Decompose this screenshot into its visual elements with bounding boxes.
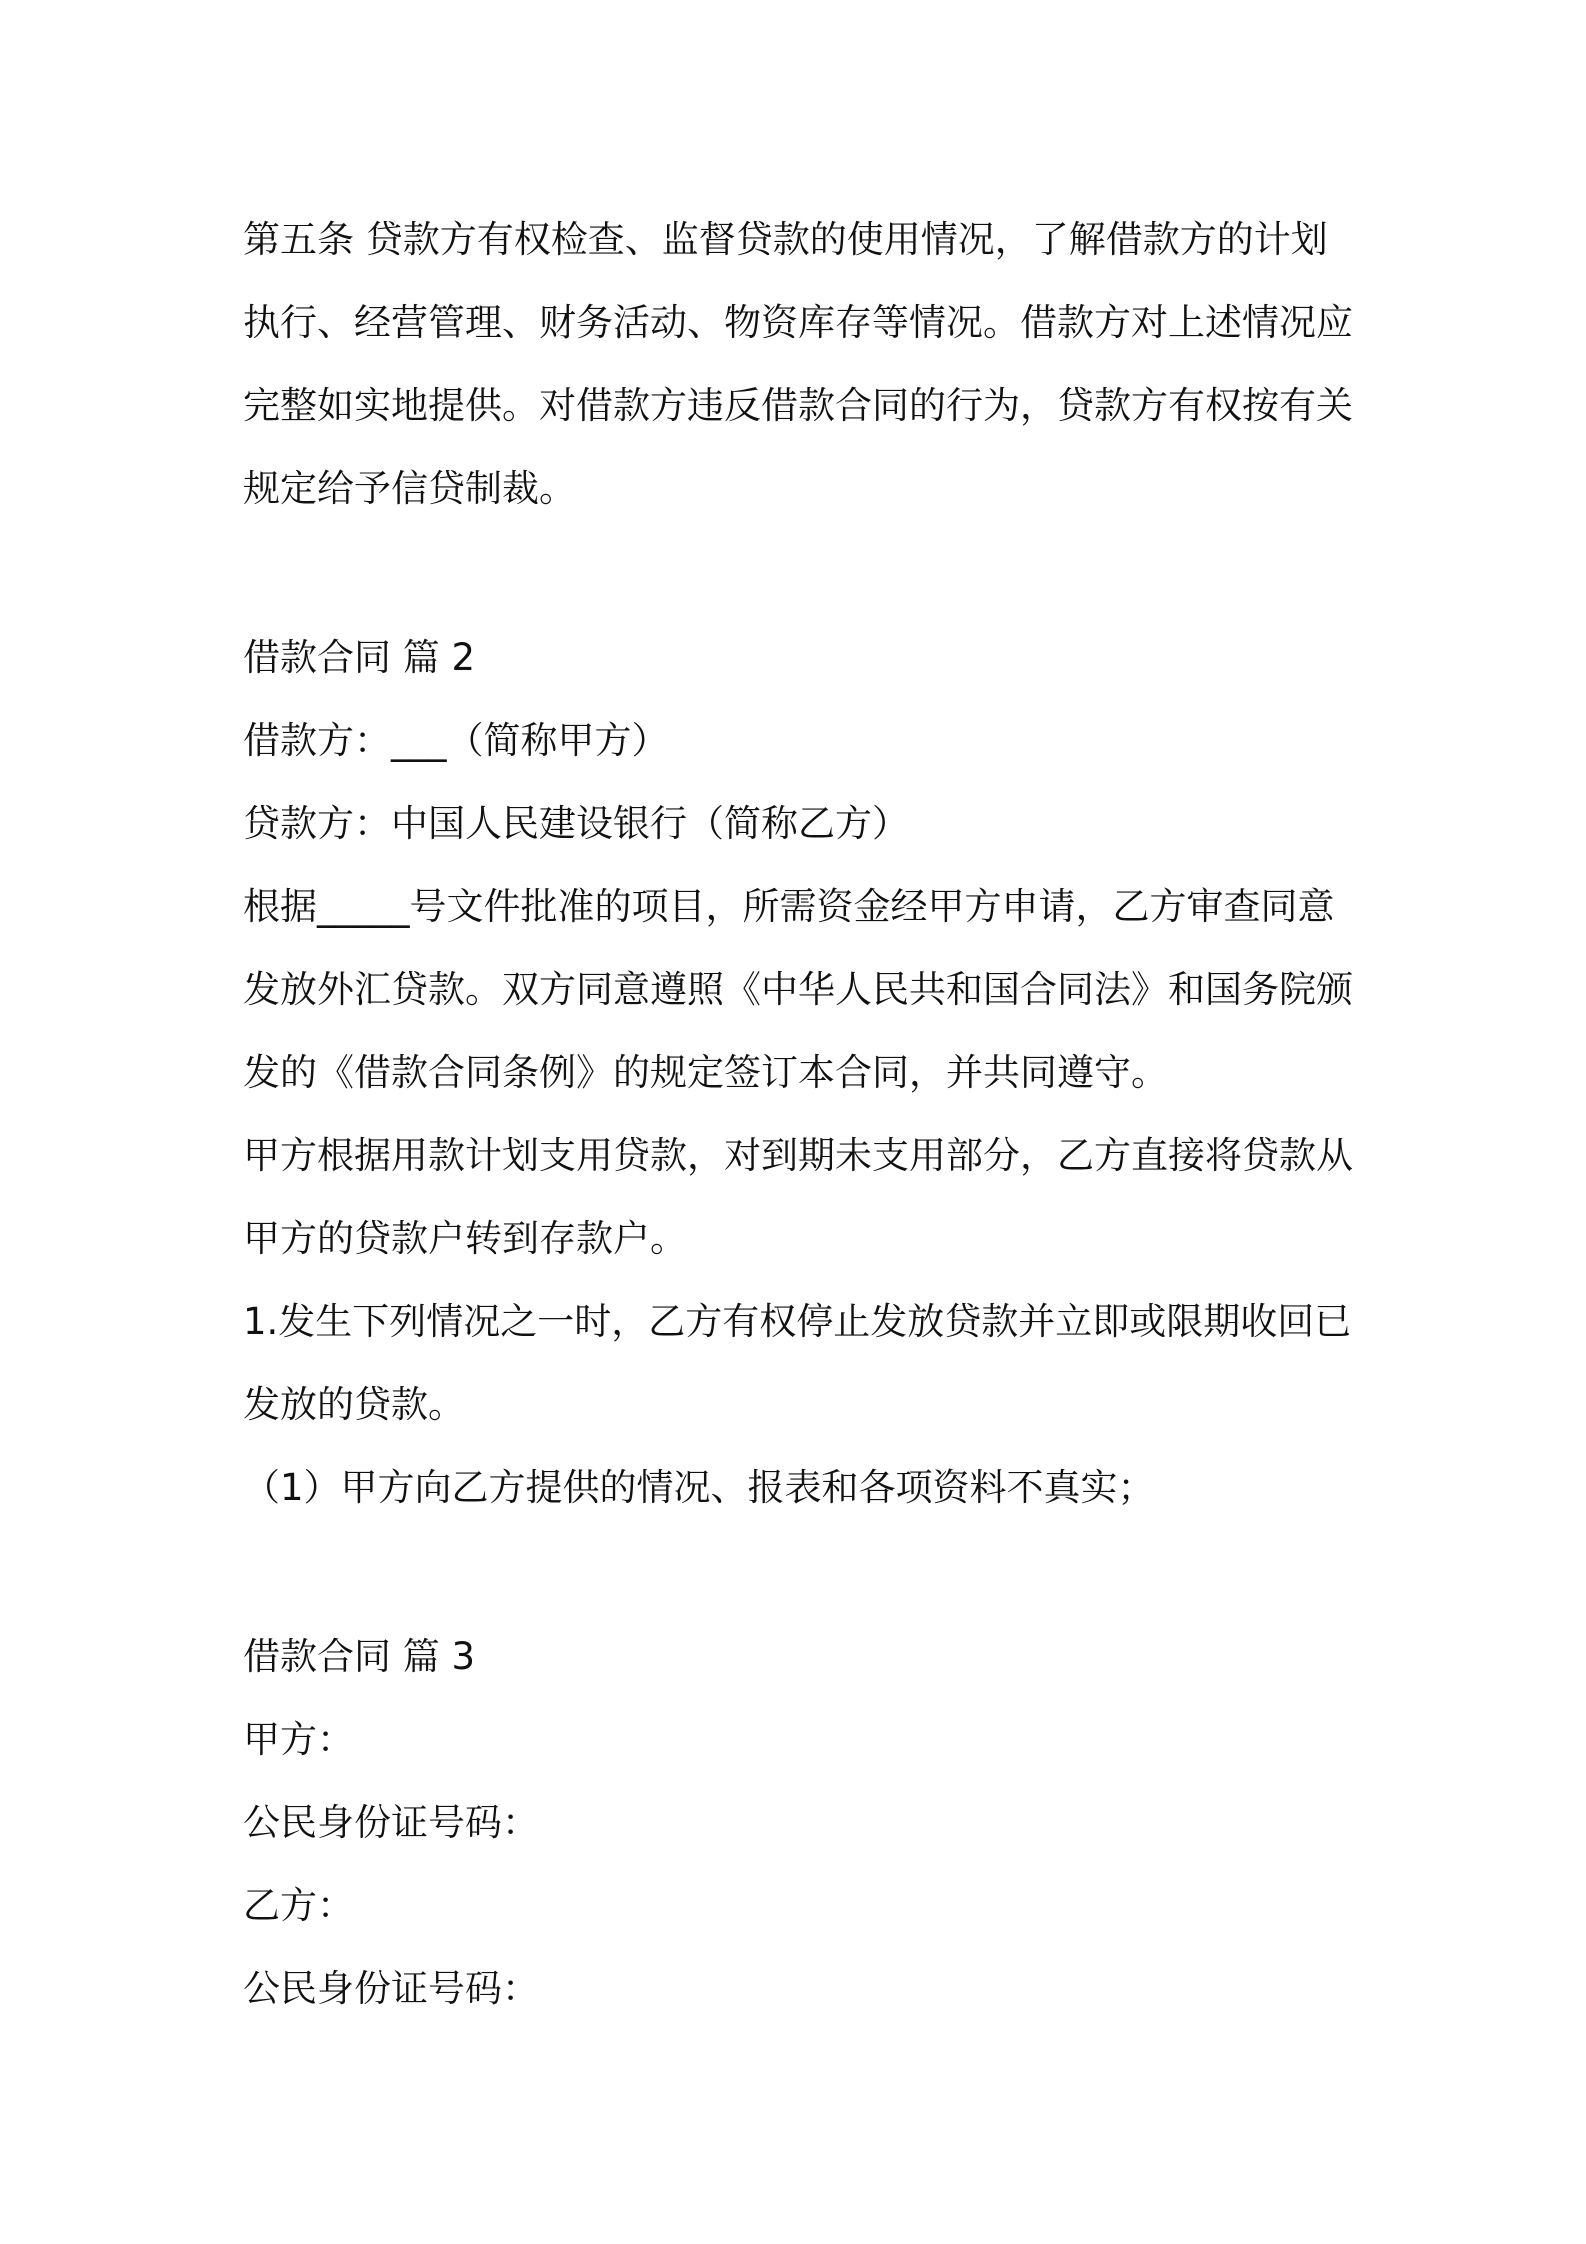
party-a-line: 甲方：: [243, 1718, 354, 1761]
text-line: 1.发生下列情况之一时，乙方有权停止发放贷款并立即或限期收回已: [243, 1300, 1352, 1343]
text-line: 甲方根据用款计划支用贷款，对到期未支用部分，乙方直接将贷款从: [243, 1134, 1353, 1177]
contract-section-2: [243, 616, 1363, 1529]
section-spacer: [243, 1529, 1363, 1615]
lender-line: 贷款方：中国人民建设银行（简称乙方）: [243, 802, 909, 845]
paragraph-basis: [243, 865, 1363, 1114]
text-line: 根据_____号文件批准的项目，所需资金经甲方申请，乙方审查同意: [243, 885, 1335, 928]
text-line: 第五条 贷款方有权检查、监督贷款的使用情况，了解借款方的计划: [243, 218, 1328, 261]
paragraph-termination: [243, 1280, 1363, 1446]
party-a-id-line: 公民身份证号码：: [243, 1801, 539, 1844]
paragraph-usage: [243, 1114, 1363, 1280]
text-line: 规定给予信贷制裁。: [243, 467, 576, 510]
text-line: 发放外汇贷款。双方同意遵照《中华人民共和国合同法》和国务院颁: [243, 968, 1353, 1011]
document-body: [243, 198, 1363, 2030]
section-title: 借款合同 篇 2: [243, 636, 476, 679]
party-b-line: 乙方：: [243, 1884, 354, 1927]
contract-section-3: [243, 1615, 1363, 2030]
borrower-line: 借款方：___（简称甲方）: [243, 719, 669, 762]
section-title: 借款合同 篇 3: [243, 1635, 476, 1678]
text-line: 执行、经营管理、财务活动、物资库存等情况。借款方对上述情况应: [243, 301, 1353, 344]
text-line: 发放的贷款。: [243, 1383, 465, 1426]
section-spacer: [243, 530, 1363, 616]
text-line: 发的《借款合同条例》的规定签订本合同，并共同遵守。: [243, 1051, 1168, 1094]
article-5-paragraph: [243, 198, 1363, 530]
list-item: （1）甲方向乙方提供的情况、报表和各项资料不真实；: [243, 1466, 1155, 1509]
party-b-id-line: 公民身份证号码：: [243, 1967, 539, 2010]
text-line: 甲方的贷款户转到存款户。: [243, 1217, 687, 1260]
text-line: 完整如实地提供。对借款方违反借款合同的行为，贷款方有权按有关: [243, 384, 1353, 427]
